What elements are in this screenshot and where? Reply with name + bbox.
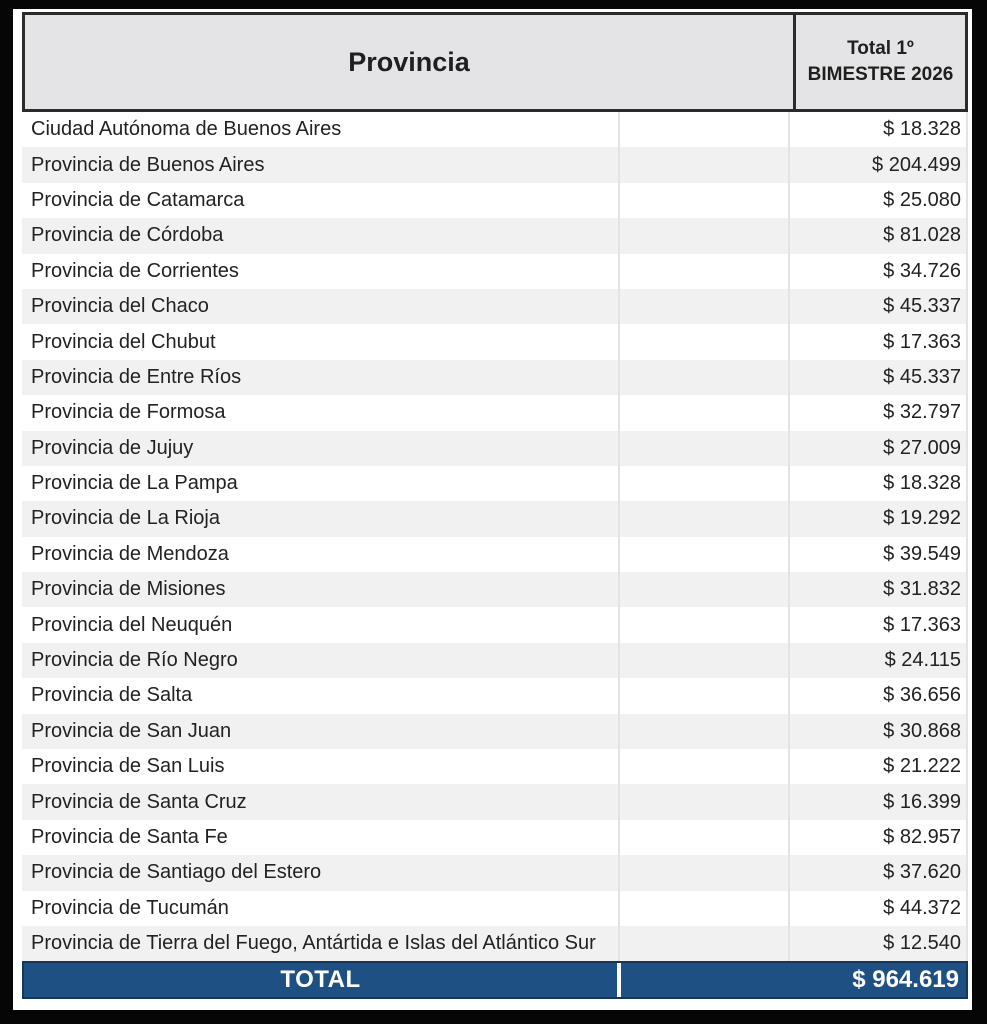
province-name-cell: Provincia de Catamarca: [31, 188, 245, 211]
amount-cell: $ 16.399: [883, 790, 961, 813]
empty-cell: [618, 112, 790, 147]
table-row: [22, 643, 966, 678]
table-row: [22, 537, 966, 572]
amount-cell: $ 27.009: [883, 436, 961, 459]
amount-cell: $ 24.115: [884, 649, 961, 672]
empty-cell: [618, 466, 790, 501]
empty-cell: [618, 891, 790, 926]
amount-cell: $ 45.337: [883, 295, 961, 318]
table-row: [22, 820, 966, 855]
total-row: [22, 961, 968, 999]
amount-cell: $ 12.540: [883, 932, 961, 955]
province-name-cell: Provincia de San Juan: [31, 719, 232, 742]
header-provincia: Provincia: [348, 46, 470, 77]
empty-cell: [618, 820, 790, 855]
header-total-line2: BIMESTRE 2026: [807, 64, 954, 85]
province-name-cell: Provincia de Santa Fe: [31, 826, 228, 848]
province-name-cell: Provincia de Córdoba: [31, 224, 224, 247]
table-row: [22, 147, 966, 182]
amount-cell: $ 82.957: [883, 826, 961, 848]
province-name-cell: Provincia de Jujuy: [31, 436, 194, 459]
province-name-cell: Provincia de Mendoza: [31, 542, 229, 565]
table-row: [22, 501, 966, 536]
empty-cell: [618, 147, 790, 182]
province-name-cell: Provincia de Salta: [31, 684, 193, 707]
table-row: [22, 678, 966, 713]
empty-cell: [618, 749, 790, 784]
amount-cell: $ 204.499: [872, 153, 961, 176]
table-row: [22, 855, 966, 890]
table-header-row: [22, 12, 968, 112]
provinces-table: [22, 12, 968, 999]
amount-cell: $ 45.337: [883, 365, 961, 388]
table-row: [22, 324, 966, 359]
amount-cell: $ 39.549: [883, 542, 961, 565]
province-name-cell: Provincia de Santa Cruz: [31, 790, 247, 813]
table-row: [22, 607, 966, 642]
table-row: [22, 112, 966, 147]
province-name-cell: Provincia de Formosa: [31, 401, 226, 424]
empty-cell: [618, 254, 790, 289]
amount-cell: $ 34.726: [883, 259, 961, 282]
empty-cell: [618, 855, 790, 890]
amount-cell: $ 17.363: [883, 330, 961, 353]
province-name-cell: Provincia de Corrientes: [31, 259, 239, 282]
province-name-cell: Provincia de Tierra del Fuego, Antártida e Islas del Atlántico Sur: [31, 932, 596, 955]
empty-cell: [618, 218, 790, 253]
amount-cell: $ 31.832: [883, 578, 961, 601]
province-name-cell: Provincia del Chubut: [31, 330, 216, 353]
total-amount: $ 964.619: [852, 966, 959, 994]
table-row: [22, 466, 966, 501]
province-name-cell: Provincia del Chaco: [31, 295, 209, 318]
empty-cell: [618, 714, 790, 749]
amount-cell: $ 36.656: [883, 684, 961, 707]
table-row: [22, 395, 966, 430]
empty-cell: [618, 501, 790, 536]
amount-cell: $ 37.620: [883, 861, 961, 884]
table-row: [22, 749, 966, 784]
province-name-cell: Provincia de La Pampa: [31, 472, 238, 495]
table-panel: [13, 9, 972, 1010]
table-row: [22, 218, 966, 253]
empty-cell: [618, 360, 790, 395]
empty-cell: [618, 431, 790, 466]
province-name-cell: Provincia de Tucumán: [31, 896, 229, 919]
amount-cell: $ 32.797: [883, 401, 961, 424]
empty-cell: [618, 926, 790, 961]
empty-cell: [618, 784, 790, 819]
amount-cell: $ 25.080: [883, 188, 961, 211]
amount-cell: $ 19.292: [883, 507, 961, 530]
amount-cell: $ 17.363: [883, 613, 961, 636]
province-name-cell: Provincia de La Rioja: [31, 507, 220, 530]
amount-cell: $ 81.028: [883, 224, 961, 247]
amount-cell: $ 44.372: [883, 896, 961, 919]
table-row: [22, 254, 966, 289]
empty-cell: [618, 537, 790, 572]
table-row: [22, 784, 966, 819]
province-name-cell: Provincia de Buenos Aires: [31, 153, 265, 176]
province-name-cell: Provincia de Santiago del Estero: [31, 861, 322, 884]
province-name-cell: Provincia de San Luis: [31, 755, 225, 778]
province-name-cell: Provincia de Río Negro: [31, 649, 238, 672]
table-row: [22, 714, 966, 749]
province-name-cell: Provincia de Misiones: [31, 578, 226, 601]
empty-cell: [618, 678, 790, 713]
empty-cell: [618, 643, 790, 678]
table-body: [22, 112, 968, 961]
province-name-cell: Ciudad Autónoma de Buenos Aires: [31, 118, 342, 141]
province-name-cell: Provincia de Entre Ríos: [31, 365, 242, 388]
table-row: [22, 183, 966, 218]
table-row: [22, 891, 966, 926]
empty-cell: [618, 289, 790, 324]
header-total-bimestre: [793, 15, 965, 109]
header-total-line1: Total 1º: [847, 38, 914, 59]
table-row: [22, 431, 966, 466]
empty-cell: [618, 395, 790, 430]
amount-cell: $ 18.328: [883, 118, 961, 141]
table-row: [22, 289, 966, 324]
empty-cell: [618, 183, 790, 218]
empty-cell: [618, 572, 790, 607]
province-name-cell: Provincia del Neuquén: [31, 613, 233, 636]
amount-cell: $ 21.222: [883, 755, 961, 778]
table-row: [22, 926, 966, 961]
amount-cell: $ 18.328: [883, 472, 961, 495]
total-label: TOTAL: [280, 966, 361, 994]
amount-cell: $ 30.868: [883, 719, 961, 742]
empty-cell: [618, 607, 790, 642]
table-row: [22, 360, 966, 395]
empty-cell: [618, 324, 790, 359]
table-row: [22, 572, 966, 607]
